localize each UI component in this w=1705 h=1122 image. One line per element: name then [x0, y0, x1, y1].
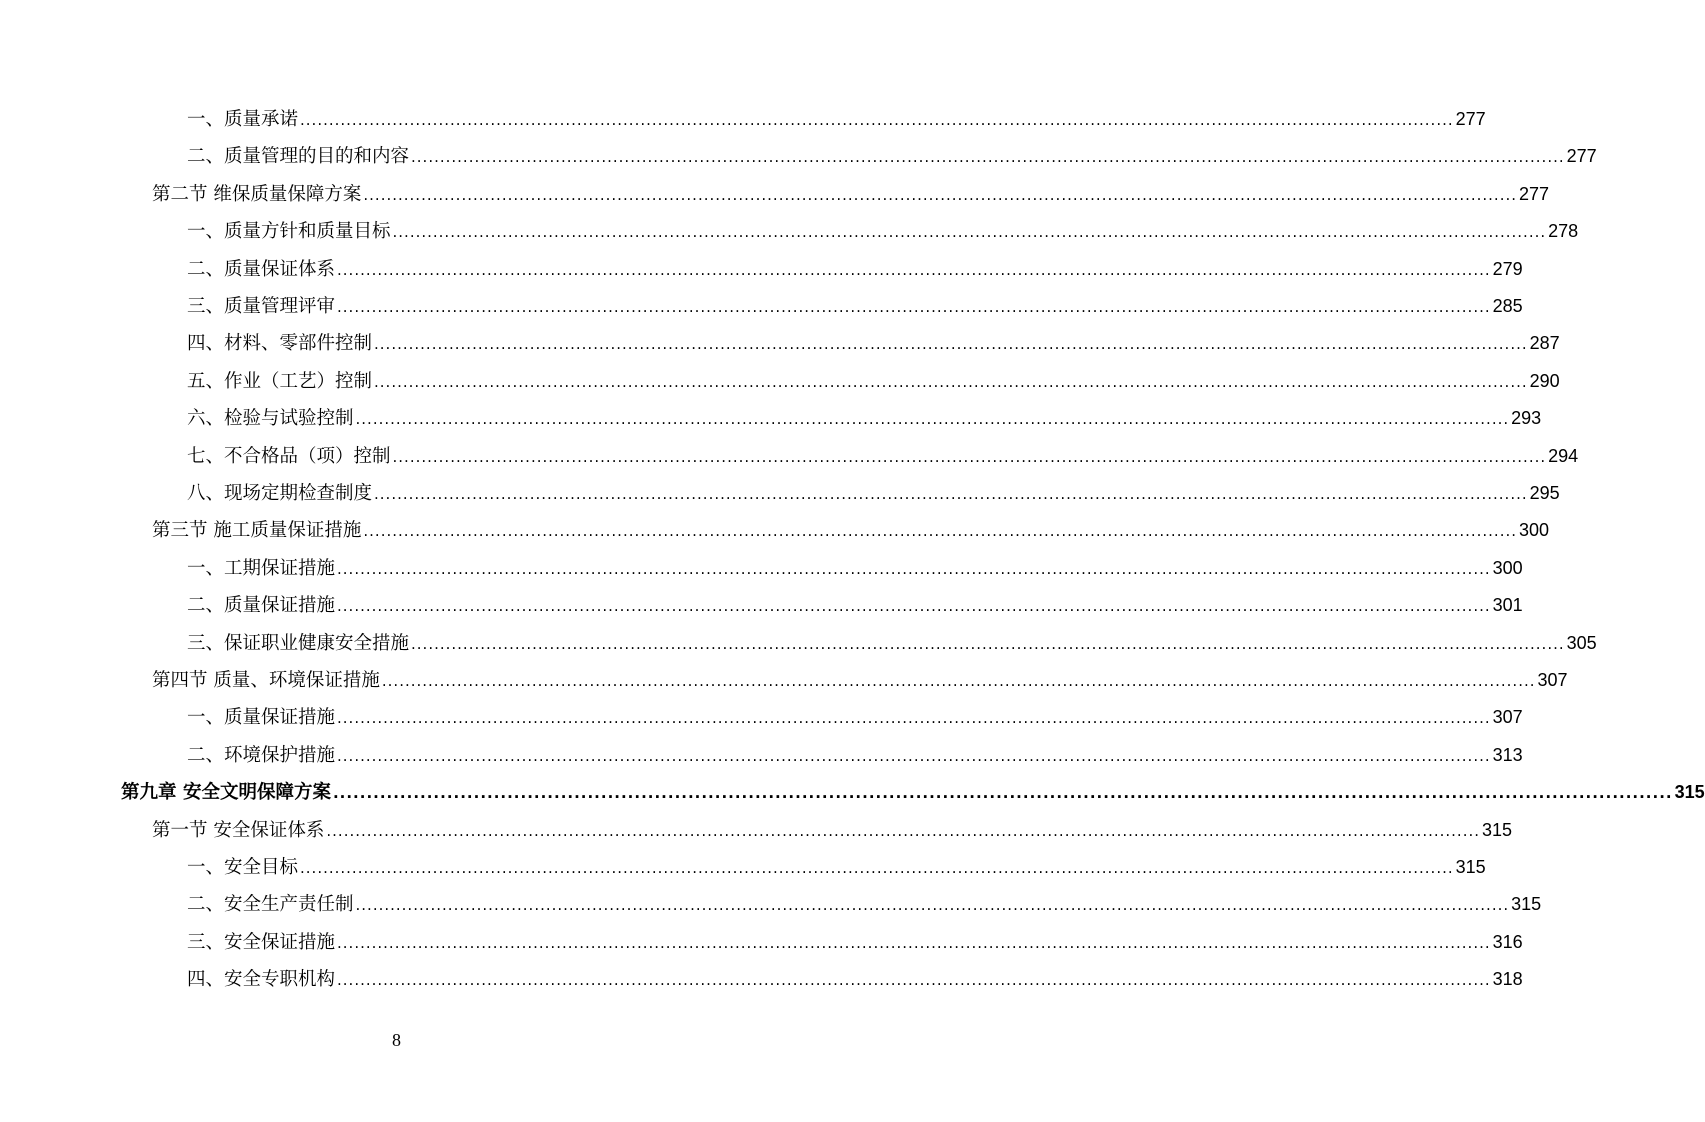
toc-entry-label: 四、材料、零部件控制	[187, 333, 373, 355]
toc-entry-page: 287	[1529, 333, 1560, 354]
toc-entry[interactable]	[187, 137, 1597, 175]
toc-entry-label: 三、质量管理评审	[187, 296, 336, 317]
toc-entry[interactable]	[187, 324, 1560, 362]
toc-entry-page: 318	[1492, 969, 1523, 990]
toc-entry[interactable]	[152, 811, 1513, 849]
toc-entry-label: 一、质量方针和质量目标	[187, 221, 391, 243]
toc-entry[interactable]	[187, 885, 1542, 923]
toc-entry-label: 第四节 质量、环境保证措施	[152, 670, 380, 691]
toc-entry-page: 277	[1566, 146, 1597, 167]
toc-entry-page: 315	[1482, 819, 1513, 840]
toc-entry[interactable]	[187, 474, 1560, 512]
toc-entry[interactable]	[187, 250, 1523, 288]
toc-leader-dots: ........................................................................................................................................................................................................	[363, 185, 1518, 204]
toc-entry-page: 315	[1455, 857, 1486, 877]
toc-entry-label: 一、安全目标	[187, 857, 299, 878]
toc-leader-dots: ........................................................................................................................................................................................................	[411, 148, 1565, 167]
toc-leader-dots: ........................................................................................................................................................................................................	[326, 821, 1481, 840]
toc-entry[interactable]	[187, 549, 1523, 587]
toc-leader-dots: ........................................................................................................................................................................................................	[374, 485, 1528, 503]
toc-entry[interactable]	[187, 399, 1542, 437]
toc-entry[interactable]	[187, 698, 1523, 736]
toc-entry-label: 二、质量保证体系	[187, 258, 336, 280]
toc-entry-label: 第一节 安全保证体系	[152, 819, 325, 841]
toc-entry-label: 一、工期保证措施	[187, 557, 336, 579]
toc-leader-dots: ........................................................................................................................................................................................................	[337, 298, 1491, 316]
toc-entry-label: 三、安全保证措施	[187, 931, 336, 953]
toc-leader-dots: ........................................................................................................................................................................................................	[337, 559, 1491, 578]
toc-entry-page: 295	[1529, 483, 1560, 503]
toc-leader-dots: ........................................................................................................................................................................................................	[337, 260, 1491, 279]
toc-entry[interactable]	[187, 960, 1523, 998]
toc-entry-label: 三、保证职业健康安全措施	[187, 632, 410, 654]
toc-entry[interactable]	[187, 212, 1579, 250]
toc-entry-page: 315	[1511, 894, 1542, 915]
toc-entry-label: 一、质量保证措施	[187, 707, 336, 729]
toc-leader-dots: ........................................................................................................................................................................................................	[332, 784, 1673, 803]
toc-entry[interactable]	[187, 923, 1523, 961]
toc-leader-dots: ........................................................................................................................................................................................................	[392, 447, 1547, 466]
toc-entry-page: 301	[1492, 595, 1523, 616]
toc-leader-dots: ........................................................................................................................................................................................................	[300, 111, 1454, 129]
toc-leader-dots: ........................................................................................................................................................................................................	[337, 746, 1491, 765]
toc-entry-label: 七、不合格品（项）控制	[187, 445, 391, 467]
toc-entry[interactable]	[152, 175, 1550, 213]
toc-leader-dots: ........................................................................................................................................................................................................	[411, 634, 1565, 653]
toc-entry-page: 300	[1519, 520, 1550, 541]
toc-entry-label: 五、作业（工艺）控制	[187, 370, 373, 392]
toc-leader-dots: ........................................................................................................................................................................................................	[374, 335, 1528, 354]
toc-entry[interactable]	[187, 287, 1523, 325]
toc-entry[interactable]	[187, 736, 1523, 774]
toc-entry-page: 294	[1548, 445, 1579, 466]
toc-entry-label: 二、质量保证措施	[187, 595, 336, 617]
toc-leader-dots: ........................................................................................................................................................................................................	[355, 410, 1510, 429]
toc-leader-dots: ........................................................................................................................................................................................................	[300, 859, 1454, 877]
toc-entry-label: 第三节 施工质量保证措施	[152, 520, 362, 542]
toc-entry-label: 一、质量承诺	[187, 109, 299, 130]
toc-entry-page: 293	[1511, 408, 1542, 429]
toc-leader-dots: ........................................................................................................................................................................................................	[374, 372, 1528, 391]
toc-entry-page: 285	[1492, 296, 1523, 316]
toc-leader-dots: ........................................................................................................................................................................................................	[337, 597, 1491, 616]
toc-entry[interactable]	[187, 362, 1560, 400]
toc-entry-label: 六、检验与试验控制	[187, 408, 354, 430]
toc-entry-page: 279	[1492, 258, 1523, 279]
toc-entry-page: 307	[1537, 670, 1568, 690]
toc-entry[interactable]	[152, 511, 1550, 549]
toc-entry-page: 278	[1548, 221, 1579, 242]
toc-entry-page: 315	[1674, 782, 1705, 803]
toc-entry-label: 二、环境保护措施	[187, 744, 336, 766]
toc-entry-label: 四、安全专职机构	[187, 969, 336, 991]
toc-entry[interactable]	[187, 586, 1523, 624]
toc-leader-dots: ........................................................................................................................................................................................................	[381, 672, 1536, 690]
toc-leader-dots: ........................................................................................................................................................................................................	[355, 896, 1510, 915]
toc-entry[interactable]	[187, 848, 1486, 886]
toc-entry-label: 第二节 维保质量保障方案	[152, 183, 362, 205]
toc-entry-page: 307	[1492, 707, 1523, 728]
toc-entry-label: 第九章 安全文明保障方案	[121, 782, 331, 804]
page-number: 8	[392, 1030, 401, 1050]
toc-entry-page: 277	[1455, 109, 1486, 129]
toc-entry-page: 313	[1492, 744, 1523, 765]
toc-entry[interactable]	[187, 624, 1597, 662]
toc-entry-label: 二、质量管理的目的和内容	[187, 146, 410, 168]
toc-entry-page: 277	[1519, 183, 1550, 204]
toc-entry[interactable]	[152, 661, 1568, 699]
toc-entry[interactable]	[187, 437, 1579, 475]
toc-entry-page: 300	[1492, 557, 1523, 578]
toc-leader-dots: ........................................................................................................................................................................................................	[392, 223, 1547, 242]
toc-entry-page: 290	[1529, 370, 1560, 391]
toc-entry-label: 八、现场定期检查制度	[187, 483, 373, 504]
toc-entry[interactable]	[121, 773, 1705, 811]
toc-leader-dots: ........................................................................................................................................................................................................	[337, 709, 1491, 728]
toc-leader-dots: ........................................................................................................................................................................................................	[337, 933, 1491, 952]
toc-entry-page: 316	[1492, 931, 1523, 952]
toc-leader-dots: ........................................................................................................................................................................................................	[337, 971, 1491, 990]
toc-entry-label: 二、安全生产责任制	[187, 894, 354, 916]
toc-entry[interactable]	[187, 100, 1486, 138]
toc-entry-page: 305	[1566, 632, 1597, 653]
toc-leader-dots: ........................................................................................................................................................................................................	[363, 522, 1518, 541]
